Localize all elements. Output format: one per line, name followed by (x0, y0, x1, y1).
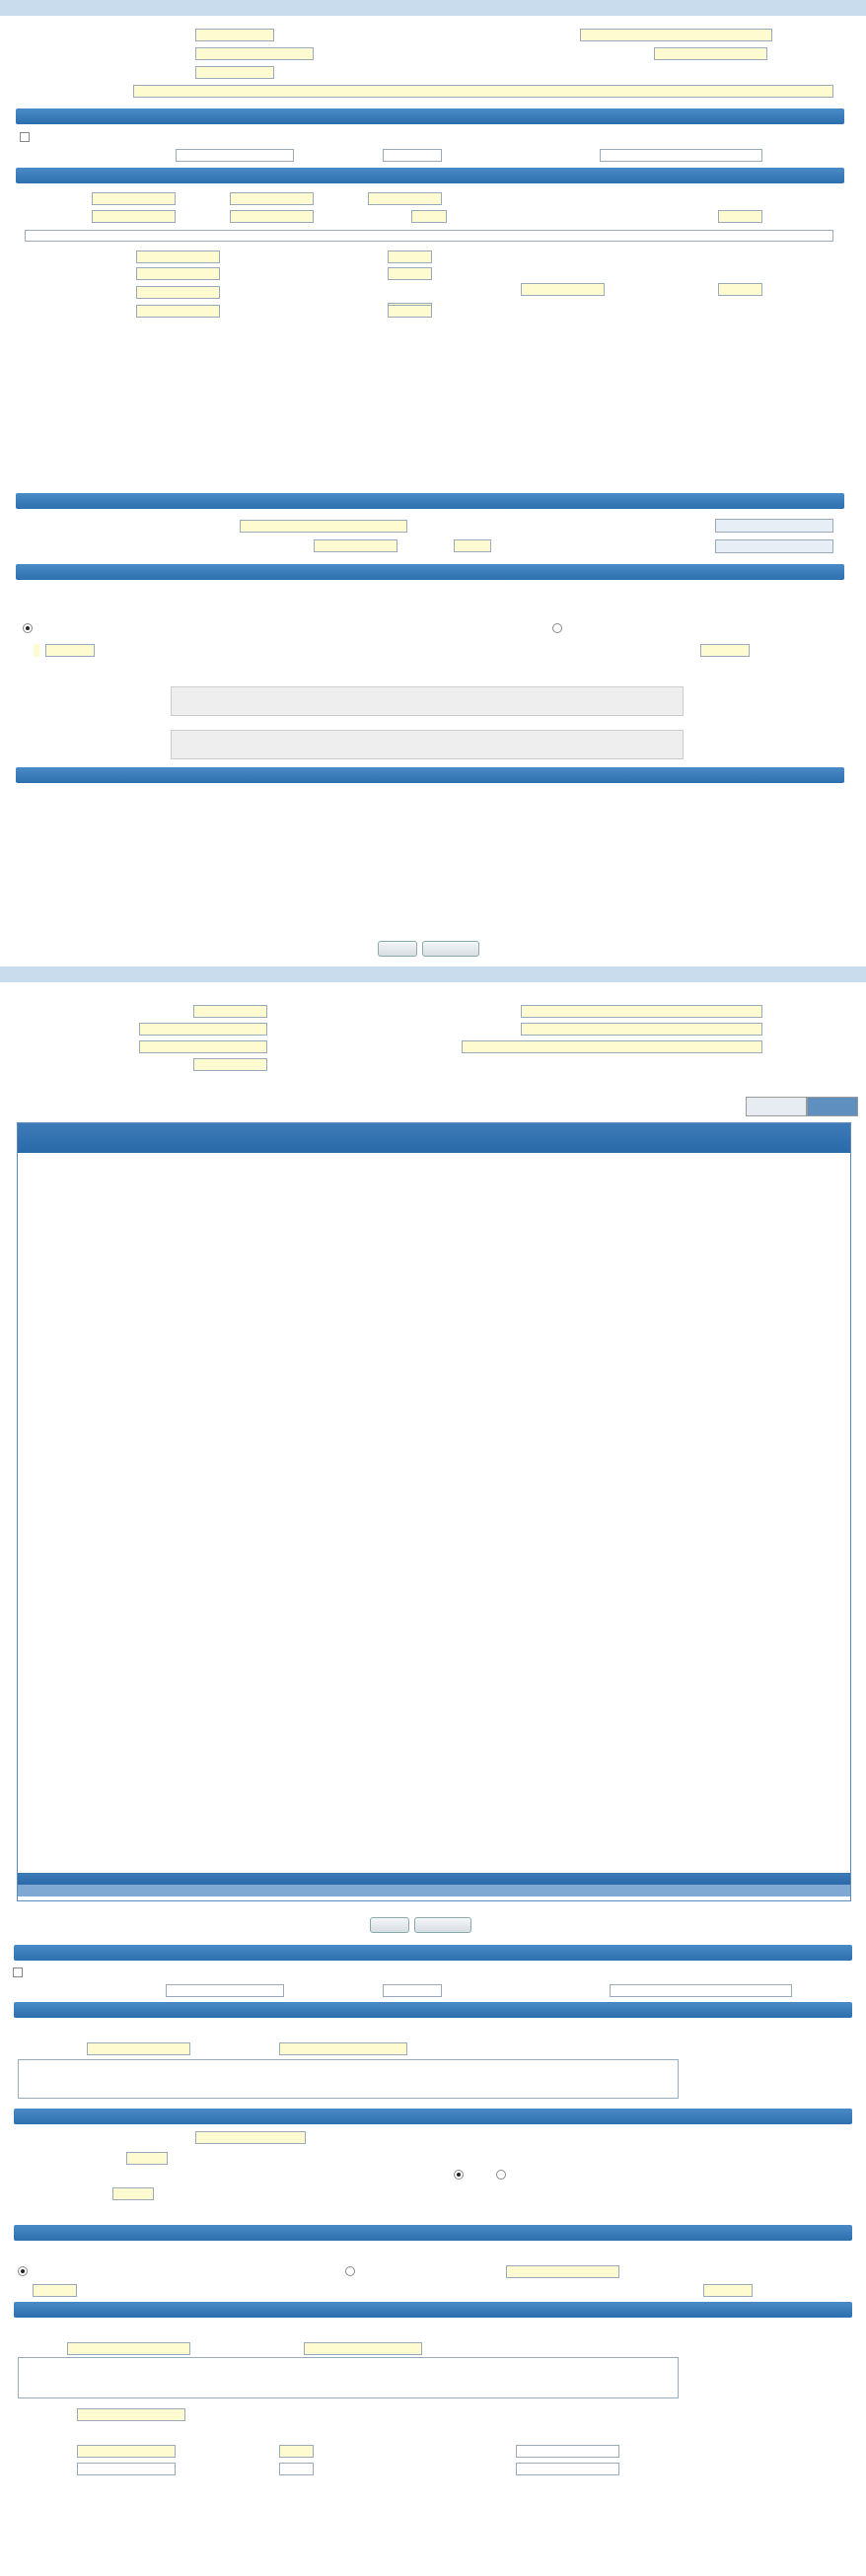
price-title (14, 2109, 852, 2124)
type-field (654, 47, 767, 60)
extra-pct-radio[interactable] (18, 2266, 28, 2276)
extra-permit-checkbox[interactable] (13, 1968, 23, 1977)
num-field (195, 47, 314, 60)
winner-date (136, 305, 220, 318)
p-num (139, 1023, 267, 1036)
city-field (279, 2042, 407, 2055)
doc-time (388, 250, 432, 263)
pub-to (230, 192, 314, 205)
share-field (112, 2187, 154, 2200)
desc-field (25, 230, 833, 242)
email-field (516, 2463, 619, 2475)
permit-section-title (16, 108, 844, 124)
fixed-radio[interactable] (552, 623, 562, 633)
p-subject (521, 1023, 762, 1036)
vat-no-radio[interactable] (496, 2170, 506, 2180)
pay-price-group (171, 730, 684, 759)
province-field (87, 2042, 190, 2055)
offer-to (521, 283, 605, 296)
postal-field (77, 2408, 185, 2421)
org-city-field (304, 2342, 422, 2355)
deadline-date (314, 539, 397, 552)
vat-yes-radio[interactable] (454, 2170, 464, 2180)
extra-permit-exec-input[interactable] (610, 1984, 792, 1997)
extra-permit-no-input[interactable] (166, 1984, 284, 1997)
conditions-section-title (16, 493, 844, 509)
fee-field (240, 520, 407, 533)
extra-fin-title (14, 2225, 852, 2241)
org-province-field (67, 2342, 190, 2355)
vat-field (126, 2152, 168, 2165)
open-date (136, 286, 220, 299)
pay-dep-group (171, 686, 684, 716)
extra-permit-date-input[interactable] (383, 1984, 442, 1997)
tab-items[interactable] (807, 1097, 858, 1116)
permit-date-input[interactable] (383, 149, 442, 162)
address-field (18, 2059, 679, 2099)
p-ref (193, 1058, 267, 1071)
p-org (521, 1005, 762, 1018)
visit-start (411, 210, 447, 223)
org-address-field (18, 2357, 679, 2398)
org-field (580, 29, 772, 41)
back-button[interactable] (422, 941, 479, 957)
subject-field (133, 85, 833, 98)
offer-to-time (718, 283, 762, 296)
pub-time (368, 192, 442, 205)
accounts-section-title (16, 767, 844, 783)
visit-end (718, 210, 762, 223)
permit-checkbox[interactable] (20, 132, 30, 142)
extra-permit-title (14, 1945, 852, 1961)
p-code (193, 1005, 267, 1018)
offer-from (136, 267, 220, 280)
pub-from (92, 192, 176, 205)
base-field (195, 2131, 306, 2144)
phone-code-field (279, 2445, 314, 2458)
pct-radio[interactable] (23, 623, 33, 633)
pct-value (45, 644, 95, 657)
exit-button[interactable] (378, 941, 417, 957)
code-field (195, 29, 274, 41)
visit-from (92, 210, 176, 223)
deadline-time (454, 539, 491, 552)
ad-button[interactable] (715, 539, 833, 553)
permit-no-input[interactable] (176, 149, 294, 162)
extra-max-field (703, 2284, 753, 2297)
phone-field (77, 2445, 176, 2458)
items-exit-button[interactable] (370, 1917, 409, 1933)
winner-time (388, 305, 432, 318)
items-back-button[interactable] (414, 1917, 471, 1933)
grid-header (18, 1123, 850, 1153)
dep-amount-field (506, 2265, 619, 2278)
visit-to (230, 210, 314, 223)
extra-fixed-radio[interactable] (345, 2266, 355, 2276)
ref-field (195, 66, 274, 79)
fax-code-field (279, 2463, 314, 2475)
doc-date (136, 250, 220, 263)
max-field (700, 644, 750, 657)
page-header (0, 0, 866, 16)
finance-section-title (16, 564, 844, 580)
times-section-title (16, 168, 844, 183)
grid-scrollbar[interactable] (18, 1885, 850, 1896)
mobile-field (516, 2445, 619, 2458)
loc-title (14, 2002, 852, 2018)
extra-pct-value (33, 2284, 77, 2297)
p-desc (462, 1040, 762, 1053)
tab-extra[interactable] (746, 1097, 807, 1116)
fax-field (77, 2463, 176, 2475)
p-party (139, 1040, 267, 1053)
grid-footer (18, 1873, 850, 1885)
items-grid (17, 1122, 851, 1901)
docs-button[interactable] (715, 519, 833, 533)
org-title (14, 2302, 852, 2318)
party-header (0, 966, 866, 982)
permit-exec-input[interactable] (600, 149, 762, 162)
offer-from-time (388, 267, 432, 280)
